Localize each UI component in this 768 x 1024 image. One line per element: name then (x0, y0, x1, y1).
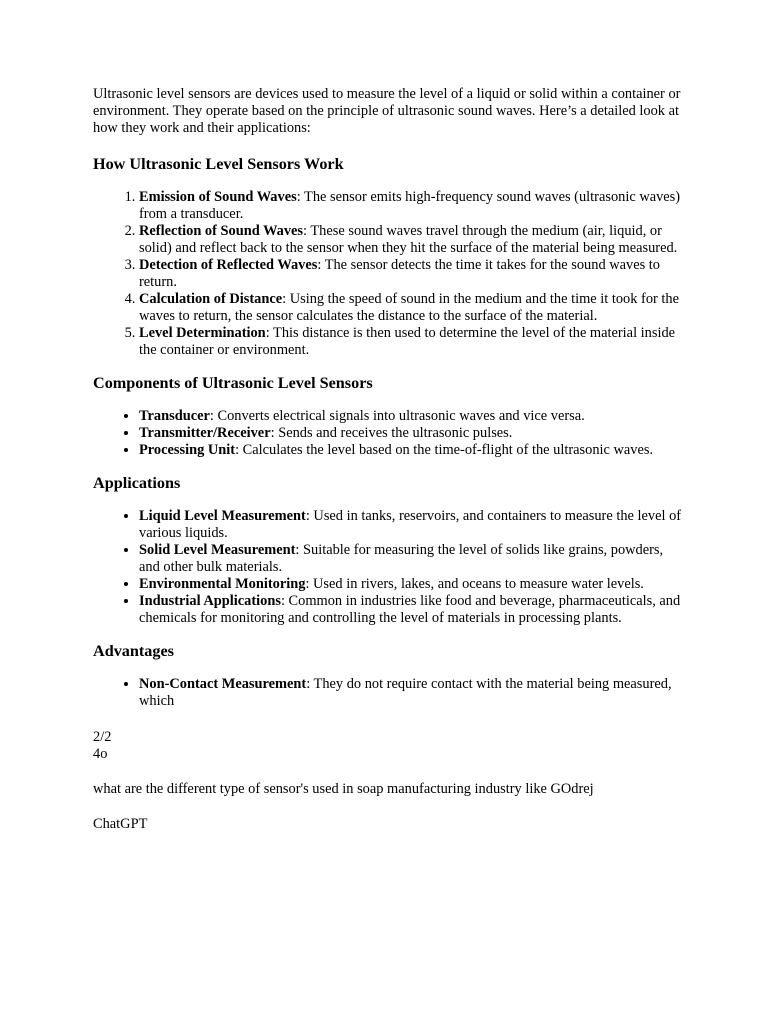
list-item (139, 576, 683, 593)
heading-components: Components of Ultrasonic Level Sensors (93, 374, 373, 392)
item-term: Transducer (139, 408, 210, 424)
applications-list (93, 508, 683, 627)
item-term: Industrial Applications (139, 593, 281, 609)
item-text: : Calculates the level based on the time-of-flight of the ultrasonic waves. (235, 442, 654, 458)
components-list (93, 408, 683, 459)
item-text: : The sensor emits high-frequency sound waves (ultrasonic waves) from a transducer. (139, 189, 681, 222)
item-text: : Suitable for measuring the level of solids like grains, powders, and other bulk materials. (139, 542, 664, 575)
item-text: : Common in industries like food and beverage, pharmaceuticals, and chemicals for monitoring and controlling the level of materials in processing plants. (139, 593, 681, 626)
item-term: Calculation of Distance (139, 291, 283, 307)
item-term: Solid Level Measurement (139, 542, 296, 558)
item-term: Non-Contact Measurement (139, 676, 307, 692)
list-item (139, 408, 683, 425)
assistant-label: ChatGPT (93, 816, 148, 832)
heading-advantages: Advantages (93, 642, 174, 660)
item-text: : Used in tanks, reservoirs, and containers to measure the level of various liquids. (139, 508, 682, 541)
list-item (139, 257, 683, 291)
item-text: : Using the speed of sound in the medium and the time it took for the waves to return, the sensor calculates the distance to the surface of the material. (139, 291, 679, 324)
item-text: : These sound waves travel through the medium (air, liquid, or solid) and reflect back to the sensor when they hit the surface of the material being measured. (139, 223, 678, 256)
list-item (139, 223, 683, 257)
item-text: : This distance is then used to determine the level of the material inside the container or environment. (139, 325, 676, 358)
model-label: 4o (93, 746, 108, 762)
user-prompt: what are the different type of sensor's used in soap manufacturing industry like GOdrej (93, 781, 594, 797)
item-term: Environmental Monitoring (139, 576, 306, 592)
document-page (93, 86, 683, 833)
heading-applications: Applications (93, 474, 181, 492)
list-item (139, 508, 683, 542)
list-item (139, 542, 683, 576)
list-item (139, 425, 683, 442)
item-term: Processing Unit (139, 442, 236, 458)
heading-how-it-works: How Ultrasonic Level Sensors Work (93, 155, 344, 173)
item-term: Detection of Reflected Waves (139, 257, 318, 273)
page-counter: 2/2 (93, 729, 112, 745)
item-text: : Converts electrical signals into ultrasonic waves and vice versa. (209, 408, 585, 424)
list-item (139, 325, 683, 359)
item-text: : Used in rivers, lakes, and oceans to measure water levels. (305, 576, 644, 592)
list-item (139, 189, 683, 223)
list-item (139, 442, 683, 459)
item-term: Level Determination (139, 325, 266, 341)
intro-paragraph: Ultrasonic level sensors are devices used to measure the level of a liquid or solid within a container or environment. They operate based on the principle of ultrasonic sound waves. Here’s a detailed look at how they work and their applications: (93, 86, 681, 136)
item-term: Reflection of Sound Waves (139, 223, 304, 239)
list-item (139, 593, 683, 627)
item-text: : The sensor detects the time it takes for the sound waves to return. (139, 257, 660, 290)
how-it-works-list (93, 189, 683, 359)
list-item (139, 291, 683, 325)
item-text: : They do not require contact with the material being measured, which (139, 676, 672, 709)
advantages-list (93, 676, 683, 710)
item-term: Liquid Level Measurement (139, 508, 306, 524)
item-text: : Sends and receives the ultrasonic pulses. (270, 425, 513, 441)
response-meta (93, 729, 683, 763)
item-term: Emission of Sound Waves (139, 189, 297, 205)
list-item (139, 676, 683, 710)
item-term: Transmitter/Receiver (139, 425, 271, 441)
